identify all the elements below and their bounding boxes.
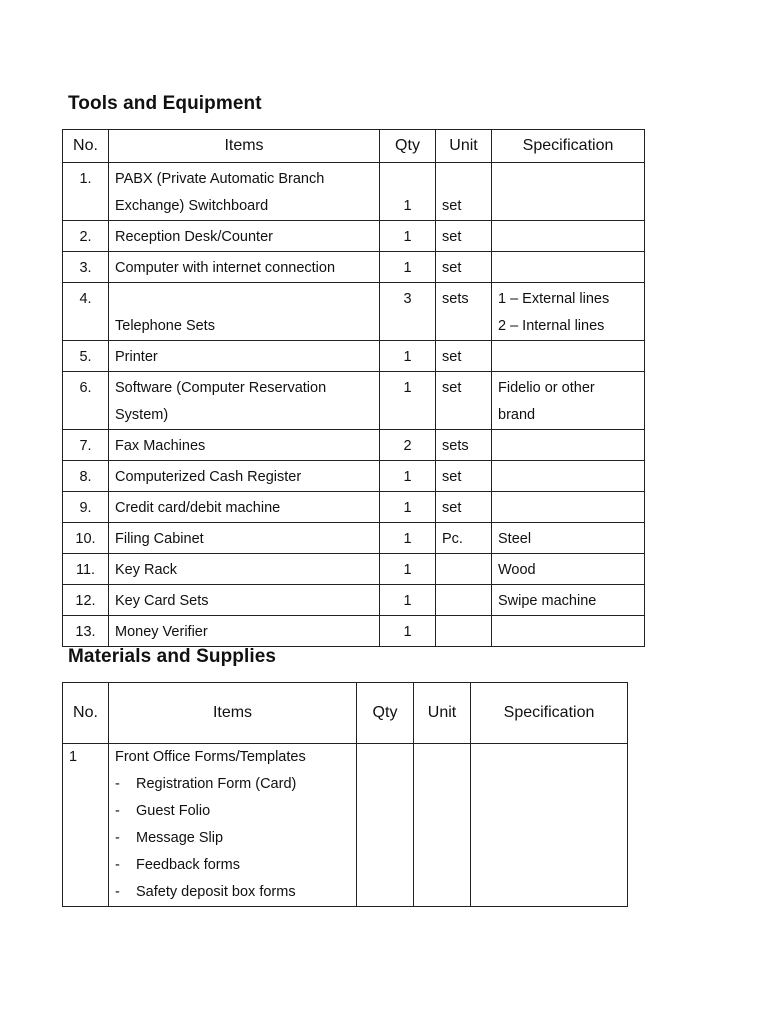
row-qty xyxy=(380,221,436,252)
header-items: Items xyxy=(109,683,357,744)
tools-section-title: Tools and Equipment xyxy=(68,93,262,114)
header-unit: Unit xyxy=(414,683,471,744)
row-unit-value: set xyxy=(442,198,462,214)
row-item-line: System) xyxy=(115,407,169,423)
row-item-line: Key Rack xyxy=(115,562,178,578)
row-item xyxy=(109,744,357,907)
dash-bullet: - xyxy=(115,803,120,819)
sub-item xyxy=(115,879,350,906)
row-specification xyxy=(492,341,645,372)
row-item xyxy=(109,585,380,616)
row-qty xyxy=(380,616,436,647)
row-qty xyxy=(380,430,436,461)
row-unit-value: set xyxy=(442,349,462,365)
row-number: 4. xyxy=(63,283,109,341)
table-row xyxy=(63,430,645,461)
row-qty xyxy=(380,461,436,492)
row-item-line xyxy=(115,286,373,313)
row-item-line: Fax Machines xyxy=(115,438,206,454)
row-specification xyxy=(492,163,645,221)
row-item-line: PABX (Private Automatic Branch xyxy=(115,171,325,187)
row-qty-value: 1 xyxy=(403,198,412,214)
sub-item-label: Safety deposit box forms xyxy=(136,884,296,900)
row-unit xyxy=(436,585,492,616)
row-item-line: Computerized Cash Register xyxy=(115,469,302,485)
row-number: 5. xyxy=(63,341,109,372)
row-number: 6. xyxy=(63,372,109,430)
table-row xyxy=(63,341,645,372)
row-spec-line: 1 – External lines xyxy=(498,291,610,307)
table-row xyxy=(63,461,645,492)
row-qty xyxy=(380,283,436,341)
sub-item-label: Message Slip xyxy=(136,830,224,846)
row-unit-value xyxy=(442,619,485,646)
table-row xyxy=(63,372,645,430)
row-specification xyxy=(492,283,645,341)
materials-body xyxy=(63,744,628,907)
row-specification xyxy=(492,492,645,523)
table-row xyxy=(63,616,645,647)
row-unit xyxy=(436,341,492,372)
header-no: No. xyxy=(63,130,109,163)
tools-header-row xyxy=(63,130,645,163)
row-spec-line: Swipe machine xyxy=(498,593,597,609)
row-item xyxy=(109,372,380,430)
row-number: 8. xyxy=(63,461,109,492)
row-unit xyxy=(436,430,492,461)
row-unit-value: set xyxy=(442,229,462,245)
row-item xyxy=(109,341,380,372)
header-no: No. xyxy=(63,683,109,744)
row-number: 1 xyxy=(63,744,109,907)
sub-item-label: Registration Form (Card) xyxy=(136,776,297,792)
row-qty xyxy=(380,523,436,554)
row-item-line: Telephone Sets xyxy=(115,318,215,334)
header-specification: Specification xyxy=(492,130,645,163)
dash-bullet: - xyxy=(115,884,120,900)
row-spec-line: Steel xyxy=(498,531,532,547)
row-qty xyxy=(380,554,436,585)
row-qty-value: 1 xyxy=(403,469,412,485)
row-item-line: Reception Desk/Counter xyxy=(115,229,273,245)
row-unit-value xyxy=(442,588,485,615)
header-specification: Specification xyxy=(471,683,628,744)
row-item-line: Money Verifier xyxy=(115,624,208,640)
row-unit-value: Pc. xyxy=(442,531,463,547)
row-specification xyxy=(492,523,645,554)
row-unit xyxy=(436,252,492,283)
row-spec-line: 2 – Internal lines xyxy=(498,318,605,334)
row-qty xyxy=(380,492,436,523)
row-item xyxy=(109,283,380,341)
row-number: 3. xyxy=(63,252,109,283)
table-row xyxy=(63,492,645,523)
row-qty-value: 2 xyxy=(403,438,412,454)
row-unit-value: set xyxy=(442,380,462,396)
row-specification xyxy=(492,554,645,585)
row-unit xyxy=(436,283,492,341)
row-number: 13. xyxy=(63,616,109,647)
row-qty-value: 1 xyxy=(403,229,412,245)
dash-bullet: - xyxy=(115,776,120,792)
row-unit-value: set xyxy=(442,500,462,516)
row-specification xyxy=(471,744,628,907)
row-item xyxy=(109,616,380,647)
row-unit-value: set xyxy=(442,469,462,485)
row-unit-spacer xyxy=(442,166,485,193)
row-unit-value: sets xyxy=(442,438,469,454)
row-unit-value: sets xyxy=(442,291,469,307)
row-item-line: Exchange) Switchboard xyxy=(115,198,269,214)
sub-item-label: Guest Folio xyxy=(136,803,211,819)
row-unit xyxy=(436,163,492,221)
table-row xyxy=(63,163,645,221)
row-qty-value: 3 xyxy=(403,291,412,307)
row-number: 1. xyxy=(63,163,109,221)
row-number: 11. xyxy=(63,554,109,585)
row-item-line: Filing Cabinet xyxy=(115,531,204,547)
row-unit xyxy=(436,492,492,523)
table-row xyxy=(63,585,645,616)
row-qty xyxy=(380,585,436,616)
row-qty xyxy=(380,372,436,430)
row-qty-value: 1 xyxy=(403,593,412,609)
row-qty xyxy=(357,744,414,907)
row-qty-value: 1 xyxy=(403,260,412,276)
row-item-line: Credit card/debit machine xyxy=(115,500,281,516)
table-row xyxy=(63,554,645,585)
tools-table xyxy=(62,129,645,647)
row-specification xyxy=(492,461,645,492)
row-item xyxy=(109,430,380,461)
row-number: 12. xyxy=(63,585,109,616)
row-qty-value: 1 xyxy=(403,349,412,365)
row-unit xyxy=(436,461,492,492)
row-qty-value: 1 xyxy=(403,500,412,516)
row-spec-line: Fidelio or other xyxy=(498,380,595,396)
materials-header-row xyxy=(63,683,628,744)
row-unit xyxy=(414,744,471,907)
table-row xyxy=(63,744,628,907)
table-row xyxy=(63,252,645,283)
row-unit xyxy=(436,372,492,430)
row-item xyxy=(109,523,380,554)
row-number: 7. xyxy=(63,430,109,461)
row-number: 9. xyxy=(63,492,109,523)
row-unit xyxy=(436,554,492,585)
row-item xyxy=(109,163,380,221)
row-item-line: Key Card Sets xyxy=(115,593,209,609)
header-unit: Unit xyxy=(436,130,492,163)
header-qty: Qty xyxy=(357,683,414,744)
row-spec-line: brand xyxy=(498,407,536,423)
table-row xyxy=(63,221,645,252)
materials-table xyxy=(62,682,628,907)
row-item xyxy=(109,221,380,252)
sub-item xyxy=(115,771,350,798)
row-qty xyxy=(380,341,436,372)
row-item-line: Printer xyxy=(115,349,158,365)
row-specification xyxy=(492,616,645,647)
row-item-title: Front Office Forms/Templates xyxy=(115,749,306,765)
row-specification xyxy=(492,585,645,616)
row-unit xyxy=(436,221,492,252)
row-spec-line: Wood xyxy=(498,562,536,578)
row-qty-value: 1 xyxy=(403,380,412,396)
row-item-line: Software (Computer Reservation xyxy=(115,380,327,396)
row-specification xyxy=(492,372,645,430)
row-specification xyxy=(492,221,645,252)
header-qty: Qty xyxy=(380,130,436,163)
row-specification xyxy=(492,430,645,461)
row-unit xyxy=(436,616,492,647)
sub-item-list xyxy=(115,771,350,906)
row-unit-value: set xyxy=(442,260,462,276)
table-row xyxy=(63,283,645,341)
row-item-line: Computer with internet connection xyxy=(115,260,336,276)
materials-section-title: Materials and Supplies xyxy=(68,646,277,667)
row-qty-value: 1 xyxy=(403,624,412,640)
row-unit xyxy=(436,523,492,554)
sub-item xyxy=(115,825,350,852)
header-items: Items xyxy=(109,130,380,163)
row-qty xyxy=(380,252,436,283)
sub-item xyxy=(115,852,350,879)
sub-item-label: Feedback forms xyxy=(136,857,240,873)
row-unit-value xyxy=(442,557,485,584)
row-item xyxy=(109,461,380,492)
row-qty-spacer xyxy=(386,166,429,193)
row-qty xyxy=(380,163,436,221)
table-row xyxy=(63,523,645,554)
row-number: 2. xyxy=(63,221,109,252)
sub-item xyxy=(115,798,350,825)
row-specification xyxy=(492,252,645,283)
row-qty-value: 1 xyxy=(403,531,412,547)
row-qty-value: 1 xyxy=(403,562,412,578)
row-number: 10. xyxy=(63,523,109,554)
dash-bullet: - xyxy=(115,830,120,846)
row-item xyxy=(109,492,380,523)
tools-body xyxy=(63,163,645,647)
dash-bullet: - xyxy=(115,857,120,873)
row-item xyxy=(109,554,380,585)
row-item xyxy=(109,252,380,283)
